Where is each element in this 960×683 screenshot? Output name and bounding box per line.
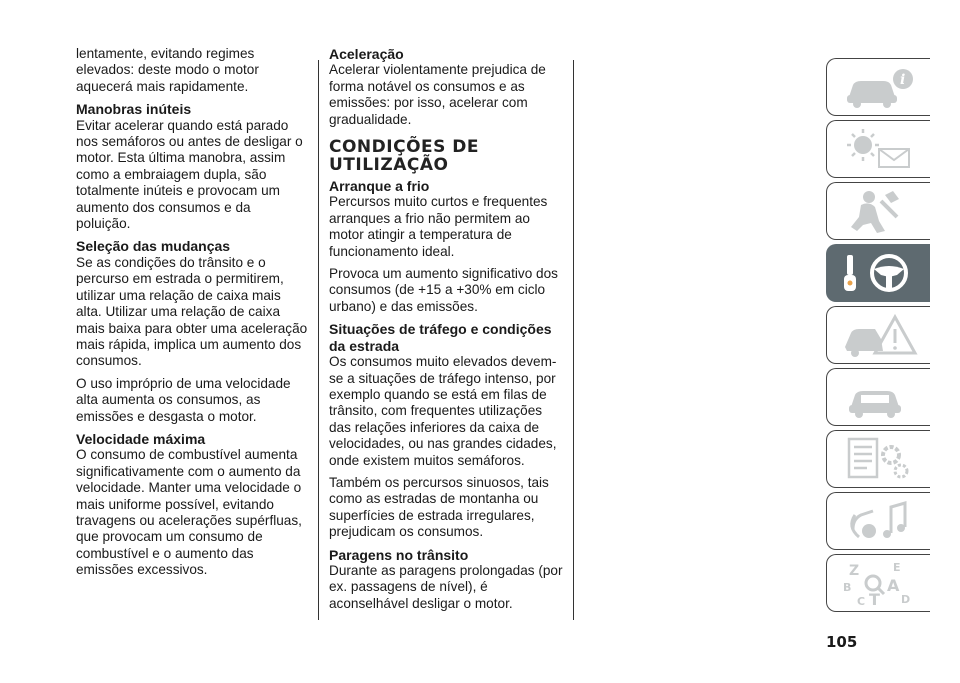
tab-starting-driving[interactable]	[826, 244, 930, 302]
section-title-aceleracao: Aceleração	[329, 46, 404, 62]
section-title-arranque: Arranque a frio	[329, 178, 430, 195]
letter: T	[868, 590, 880, 607]
section-title-selecao: Seleção das mudanças	[76, 238, 231, 255]
text-column-left	[76, 46, 308, 585]
section-title-manobras: Manobras inúteis	[76, 101, 192, 118]
paragraph: Também os percursos sinuosos, tais como as estradas de montanha ou superfícies de estrada irregulares, prejudicam os consumos.	[329, 474, 549, 540]
section-title-paragens: Paragens no trânsito	[329, 546, 469, 563]
paragraph: Durante as paragens prolongadas (por ex. passagens de nível), é aconselhável desligar o motor.	[329, 562, 563, 611]
paragraph: Provoca um aumento significativo dos consumos (de +15 a +30% em ciclo urbano) e das emissões.	[329, 266, 558, 314]
tab-car-info[interactable]	[826, 58, 930, 116]
section-title-situacoes: Situações de tráfego e condições da estrada	[329, 321, 552, 354]
tab-technical-data[interactable]	[826, 430, 930, 488]
paragraph: Percursos muito curtos e frequentes arranques a frio não permitem ao motor atingir a temperatura de funcionamento ideal.	[329, 194, 548, 259]
section-title-velocidade: Velocidade máxima	[76, 430, 206, 447]
safety-airbag-icon	[839, 187, 919, 235]
chapter-index-tabs	[826, 58, 930, 616]
paragraph: Os consumos muito elevados devem-se a situações de tráfego intenso, por exemplo quando se está em filas de trânsito, com frequentes utilizações das relações inferiores da caixa de velocidades, ou nas grandes cidades, onde existem muitos semáforos.	[329, 354, 557, 468]
tab-warning-lights[interactable]	[826, 120, 930, 178]
key-steering-wheel-icon	[839, 249, 919, 297]
emergency-icon	[839, 311, 919, 359]
letter: Z	[848, 563, 859, 579]
letter: C	[856, 595, 865, 607]
car-info-icon	[839, 63, 919, 111]
letter: B	[842, 581, 851, 594]
tab-safety[interactable]	[826, 182, 930, 240]
multimedia-icon	[839, 497, 919, 545]
page-number: 105	[826, 633, 858, 651]
warning-lights-icon	[839, 125, 919, 173]
paragraph: O consumo de combustível aumenta significativamente com o aumento da velocidade. Manter uma velocidade o mais uniforme possível, evitando travagens ou acelerações supérfluas, que provocam um consumo de combustível e o aumento das emissões excessivos.	[76, 447, 302, 578]
letter: D	[900, 593, 910, 606]
column-divider	[573, 60, 574, 620]
car-maintenance-icon	[839, 373, 919, 421]
tab-alphabetical-index[interactable]	[826, 554, 930, 612]
column-divider	[318, 60, 319, 620]
paragraph: Acelerar violentamente prejudica de forma notável os consumos e as emissões: por isso, acelerar com gradualidade.	[329, 62, 546, 127]
tab-emergency[interactable]	[826, 306, 930, 364]
letter: E	[892, 561, 901, 574]
tab-multimedia[interactable]	[826, 492, 930, 550]
paragraph: O uso impróprio de uma velocidade alta aumenta os consumos, as emissões e desgasta o motor.	[76, 375, 291, 424]
chapter-title: CONDIÇÕES DE UTILIZAÇÃO	[329, 137, 480, 176]
letter: A	[886, 576, 899, 595]
alphabetical-index-icon	[839, 559, 919, 607]
intro-paragraph: lentamente, evitando regimes elevados: deste modo o motor aquecerá mais rapidamente.	[76, 46, 259, 94]
paragraph: Evitar acelerar quando está parado nos semáforos ou antes de desligar o motor. Esta última manobra, assim como a embraiagem dupla, são totalmente inúteis e provocam um aumento dos consumos e da poluição.	[76, 117, 303, 232]
tab-maintenance[interactable]	[826, 368, 930, 426]
text-column-right	[329, 46, 565, 618]
paragraph: Se as condições do trânsito e o percurso em estrada o permitirem, utilizar uma relação de caixa mais alta. Utilizar uma relação de caixa mais baixa para obter uma aceleração mais rápida, implica um aumento dos consumos.	[76, 254, 308, 369]
technical-data-icon	[839, 435, 919, 483]
svg-text:i: i	[899, 72, 905, 88]
